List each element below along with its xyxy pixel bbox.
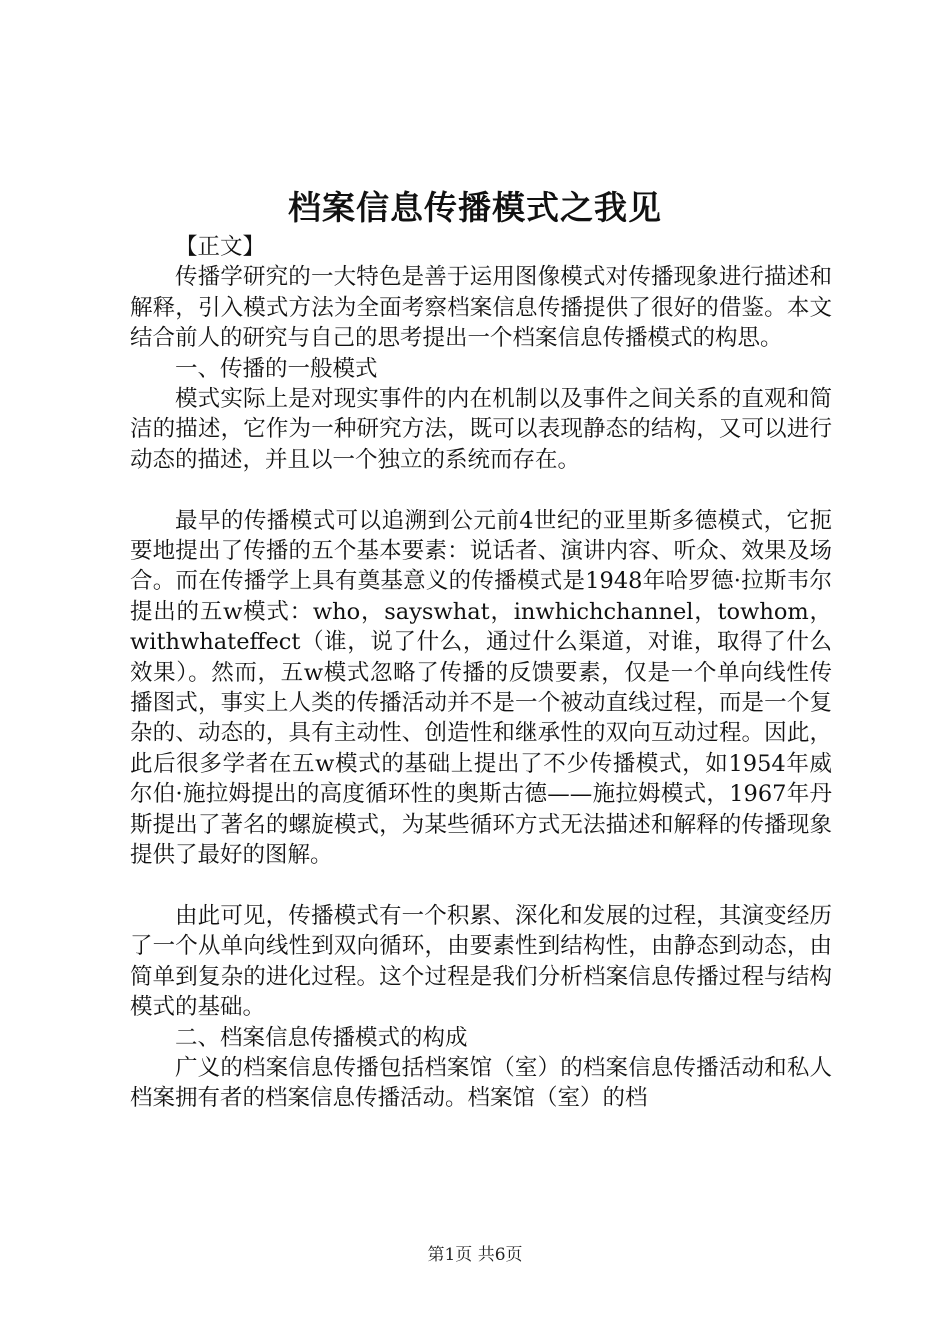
section-label: 【正文】	[175, 234, 266, 260]
page-number-footer: 第1页 共6页	[427, 1245, 523, 1265]
paragraph: 传播学研究的一大特色是善于运用图像模式对传播现象进行描述和解释，引入模式方法为全面考察档案信息传播提供了很好的借鉴。本文结合前人的研究与自己的思考提出一个档案信息传播模式的构思。	[130, 264, 832, 352]
document-body	[130, 232, 832, 1114]
section-heading: 二、档案信息传播模式的构成	[175, 1024, 468, 1051]
document-title: 档案信息传播模式之我见	[288, 188, 662, 227]
section-heading: 一、传播的一般模式	[175, 355, 378, 382]
paragraph: 最早的传播模式可以追溯到公元前4世纪的亚里斯多德模式，它扼要地提出了传播的五个基本要素：说话者、演讲内容、听众、效果及场合。而在传播学上具有奠基意义的传播模式是1948年哈罗德·拉斯韦尔提出的五w模式：who，sayswhat，inwhichchannel，towhom，withwhateffect（谁，说了什么，通过什么渠道，对谁，取得了什么效果）。然而，五w模式忽略了传播的反馈要素，仅是一个单向线性传播图式，事实上人类的传播活动并不是一个被动直线过程，而是一个复杂的、动态的，具有主动性、创造性和继承性的双向互动过程。因此，此后很多学者在五w模式的基础上提出了不少传播模式，如1954年威尔伯·施拉姆提出的高度循环性的奥斯古德——施拉姆模式，1967年丹斯提出了著名的螺旋模式，为某些循环方式无法描述和解释的传播现象提供了最好的图解。	[130, 507, 832, 869]
paragraph: 广义的档案信息传播包括档案馆（室）的档案信息传播活动和私人档案拥有者的档案信息传播活动。档案馆（室）的档	[130, 1054, 832, 1112]
paragraph: 由此可见，传播模式有一个积累、深化和发展的过程，其演变经历了一个从单向线性到双向循环，由要素性到结构性，由静态到动态，由简单到复杂的进化过程。这个过程是我们分析档案信息传播过程与结构模式的基础。	[130, 902, 832, 1021]
paragraph: 模式实际上是对现实事件的内在机制以及事件之间关系的直观和简洁的描述，它作为一种研究方法，既可以表现静态的结构，又可以进行动态的描述，并且以一个独立的系统而存在。	[130, 386, 832, 473]
